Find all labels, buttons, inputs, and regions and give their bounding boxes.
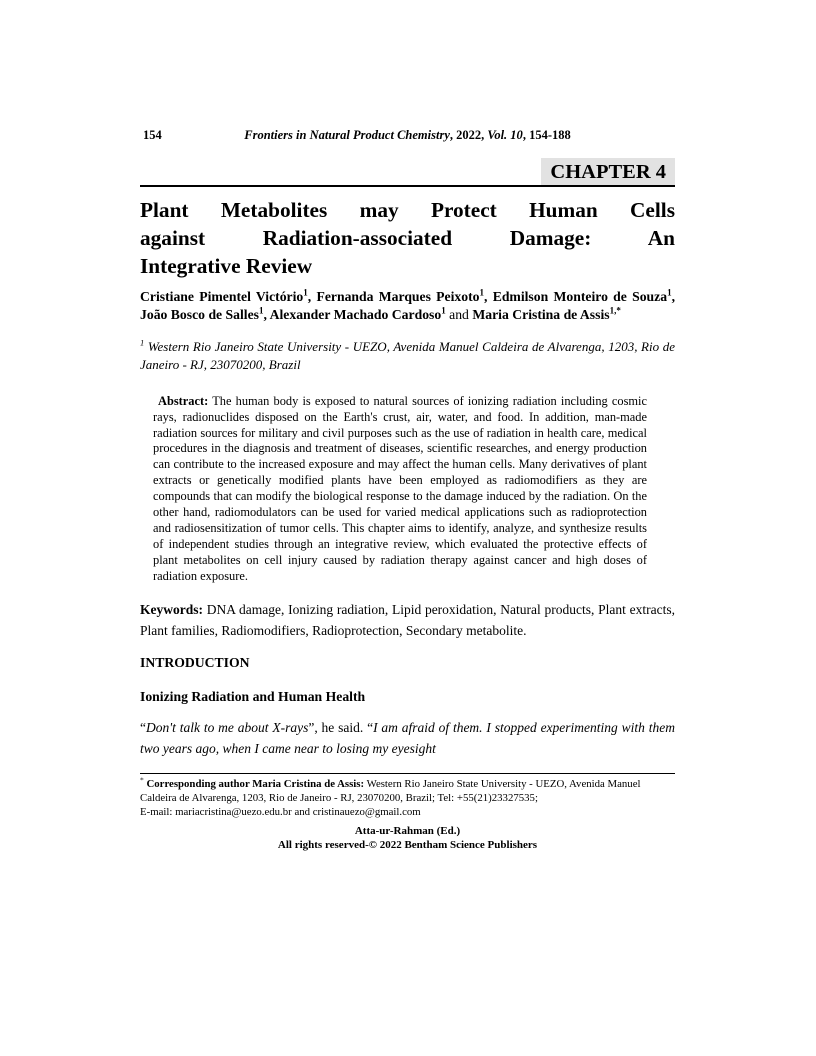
footnote-marker: * xyxy=(140,775,144,785)
editor-line: Atta-ur-Rahman (Ed.) xyxy=(354,824,461,837)
affiliation-marker: 1 xyxy=(140,337,145,348)
author-connector: and xyxy=(445,307,473,322)
footnote-email-line: E-mail: mariacristina@uezo.edu.br and cristinauezo@gmail.com xyxy=(140,805,421,818)
author-affiliation-marker: 1 xyxy=(441,305,446,316)
author-name: Fernanda Marques Peixoto xyxy=(316,289,480,304)
journal-citation: Frontiers in Natural Product Chemistry, 2022, Vol. 10, 154-188 xyxy=(244,128,571,142)
author-affiliation-marker: 1,* xyxy=(609,305,621,316)
author-affiliation-marker: 1 xyxy=(479,287,485,298)
abstract-text: The human body is exposed to natural sources of ionizing radiation including cosmic rays, radionuclides disposed on the Earth's crust, air, water, and food. In addition, man-made radiation sources for military and civil purposes such as the use of radiation in health care, medical procedures in the diagnosis and treatment of diseases, scientific researches, and energy production can contribute to the increased exposure and may affect the human cells. Many derivatives of plant extracts or genetically modified plants have been employed as radiomodifiers as they are compounds that can modify the biological response to the damage induced by the radiation. On the other hand, radiomodulators can be used for varied medical applications such as radioprotection and radiosensitization of tumor cells. This chapter aims to identify, analyze, and synthesize results of independent studies through an integrative review, which evaluated the protective effects of plant metabolites on cell injury caused by radiation therapy against cancer and high doses of radiation exposure. xyxy=(153,393,647,583)
author-affiliation-marker: 1 xyxy=(259,305,264,316)
author-affiliation-marker: 1 xyxy=(667,287,672,298)
affiliation xyxy=(140,338,675,374)
author-name: Alexander Machado Cardoso xyxy=(269,307,442,322)
page-content xyxy=(140,128,675,852)
chapter-title-line: Integrative Review xyxy=(140,254,313,278)
section-heading-introduction: INTRODUCTION xyxy=(140,655,250,671)
author-list: Cristiane Pimentel Victório$^1$, Fernanda Marques Peixoto$^1$, Edmilson Monteiro de Souza$^1$, João Bosco de Salles$^1$, Alexander Machado Cardoso$^1$ and Maria Cristina de Assis$^{1,*}$ xyxy=(140,287,676,322)
abstract-label: Abstract: xyxy=(158,393,209,408)
journal-name: Frontiers in Natural Product Chemistry xyxy=(244,128,450,142)
corresponding-author-footnote xyxy=(140,774,675,819)
quote-italic-1: Don't talk to me about X-rays xyxy=(146,720,309,736)
subsection-heading-ionizing-radiation: Ionizing Radiation and Human Health xyxy=(140,689,366,705)
quote-paragraph xyxy=(140,718,675,759)
keywords-text: DNA damage, Ionizing radiation, Lipid peroxidation, Natural products, Plant extracts, Plant families, Radiomodifiers, Radioprotection, Secondary metabolite. xyxy=(140,601,675,638)
rights-line: All rights reserved-© 2022 Bentham Science Publishers xyxy=(277,838,538,851)
publisher-footer xyxy=(140,824,675,852)
footnote-address: Western Rio Janeiro State University - UEZO, Avenida Manuel Caldeira de Alvarenga, 1203, Rio de Janeiro - RJ, 23070200, Brazil; Tel: +55(21)23327535; xyxy=(140,777,641,804)
author-affiliation-marker: 1 xyxy=(303,287,308,298)
footnote-bold-label: Corresponding author Maria Cristina de Assis: xyxy=(146,777,365,790)
citation-volume: Vol. 10 xyxy=(487,128,523,142)
running-header xyxy=(140,128,675,144)
quote-mid: ”, he said. “ xyxy=(308,720,374,736)
chapter-title-line: against Radiation-associated Damage: An xyxy=(140,226,675,250)
keywords xyxy=(140,599,675,641)
author-name: Edmilson Monteiro de Souza xyxy=(492,289,668,304)
keywords-label: Keywords: xyxy=(140,601,203,617)
quote-italic-2: I am afraid of them. I stopped experimenting with them two years ago, when I came near to losing my eyesight xyxy=(140,720,675,756)
affiliation-text: Western Rio Janeiro State University - UEZO, Avenida Manuel Caldeira de Alvarenga, 1203, Rio de Janeiro - RJ, 23070200, Brazil xyxy=(140,338,675,372)
page-number: 154 xyxy=(143,128,162,142)
author-name: João Bosco de Salles xyxy=(140,307,260,322)
footnote-line xyxy=(140,777,675,805)
author-name: Cristiane Pimentel Victório xyxy=(140,289,304,304)
citation-year: 2022 xyxy=(456,128,482,142)
quote-open: “ xyxy=(140,720,146,736)
abstract xyxy=(140,394,675,585)
chapter-title xyxy=(140,196,675,280)
chapter-header-rule xyxy=(140,158,675,187)
chapter-badge: CHAPTER 4 xyxy=(541,158,675,185)
citation-pages: 154-188 xyxy=(529,128,571,142)
chapter-title-line: Plant Metabolites may Protect Human Cells xyxy=(140,198,675,222)
author-name: Maria Cristina de Assis xyxy=(472,307,610,322)
